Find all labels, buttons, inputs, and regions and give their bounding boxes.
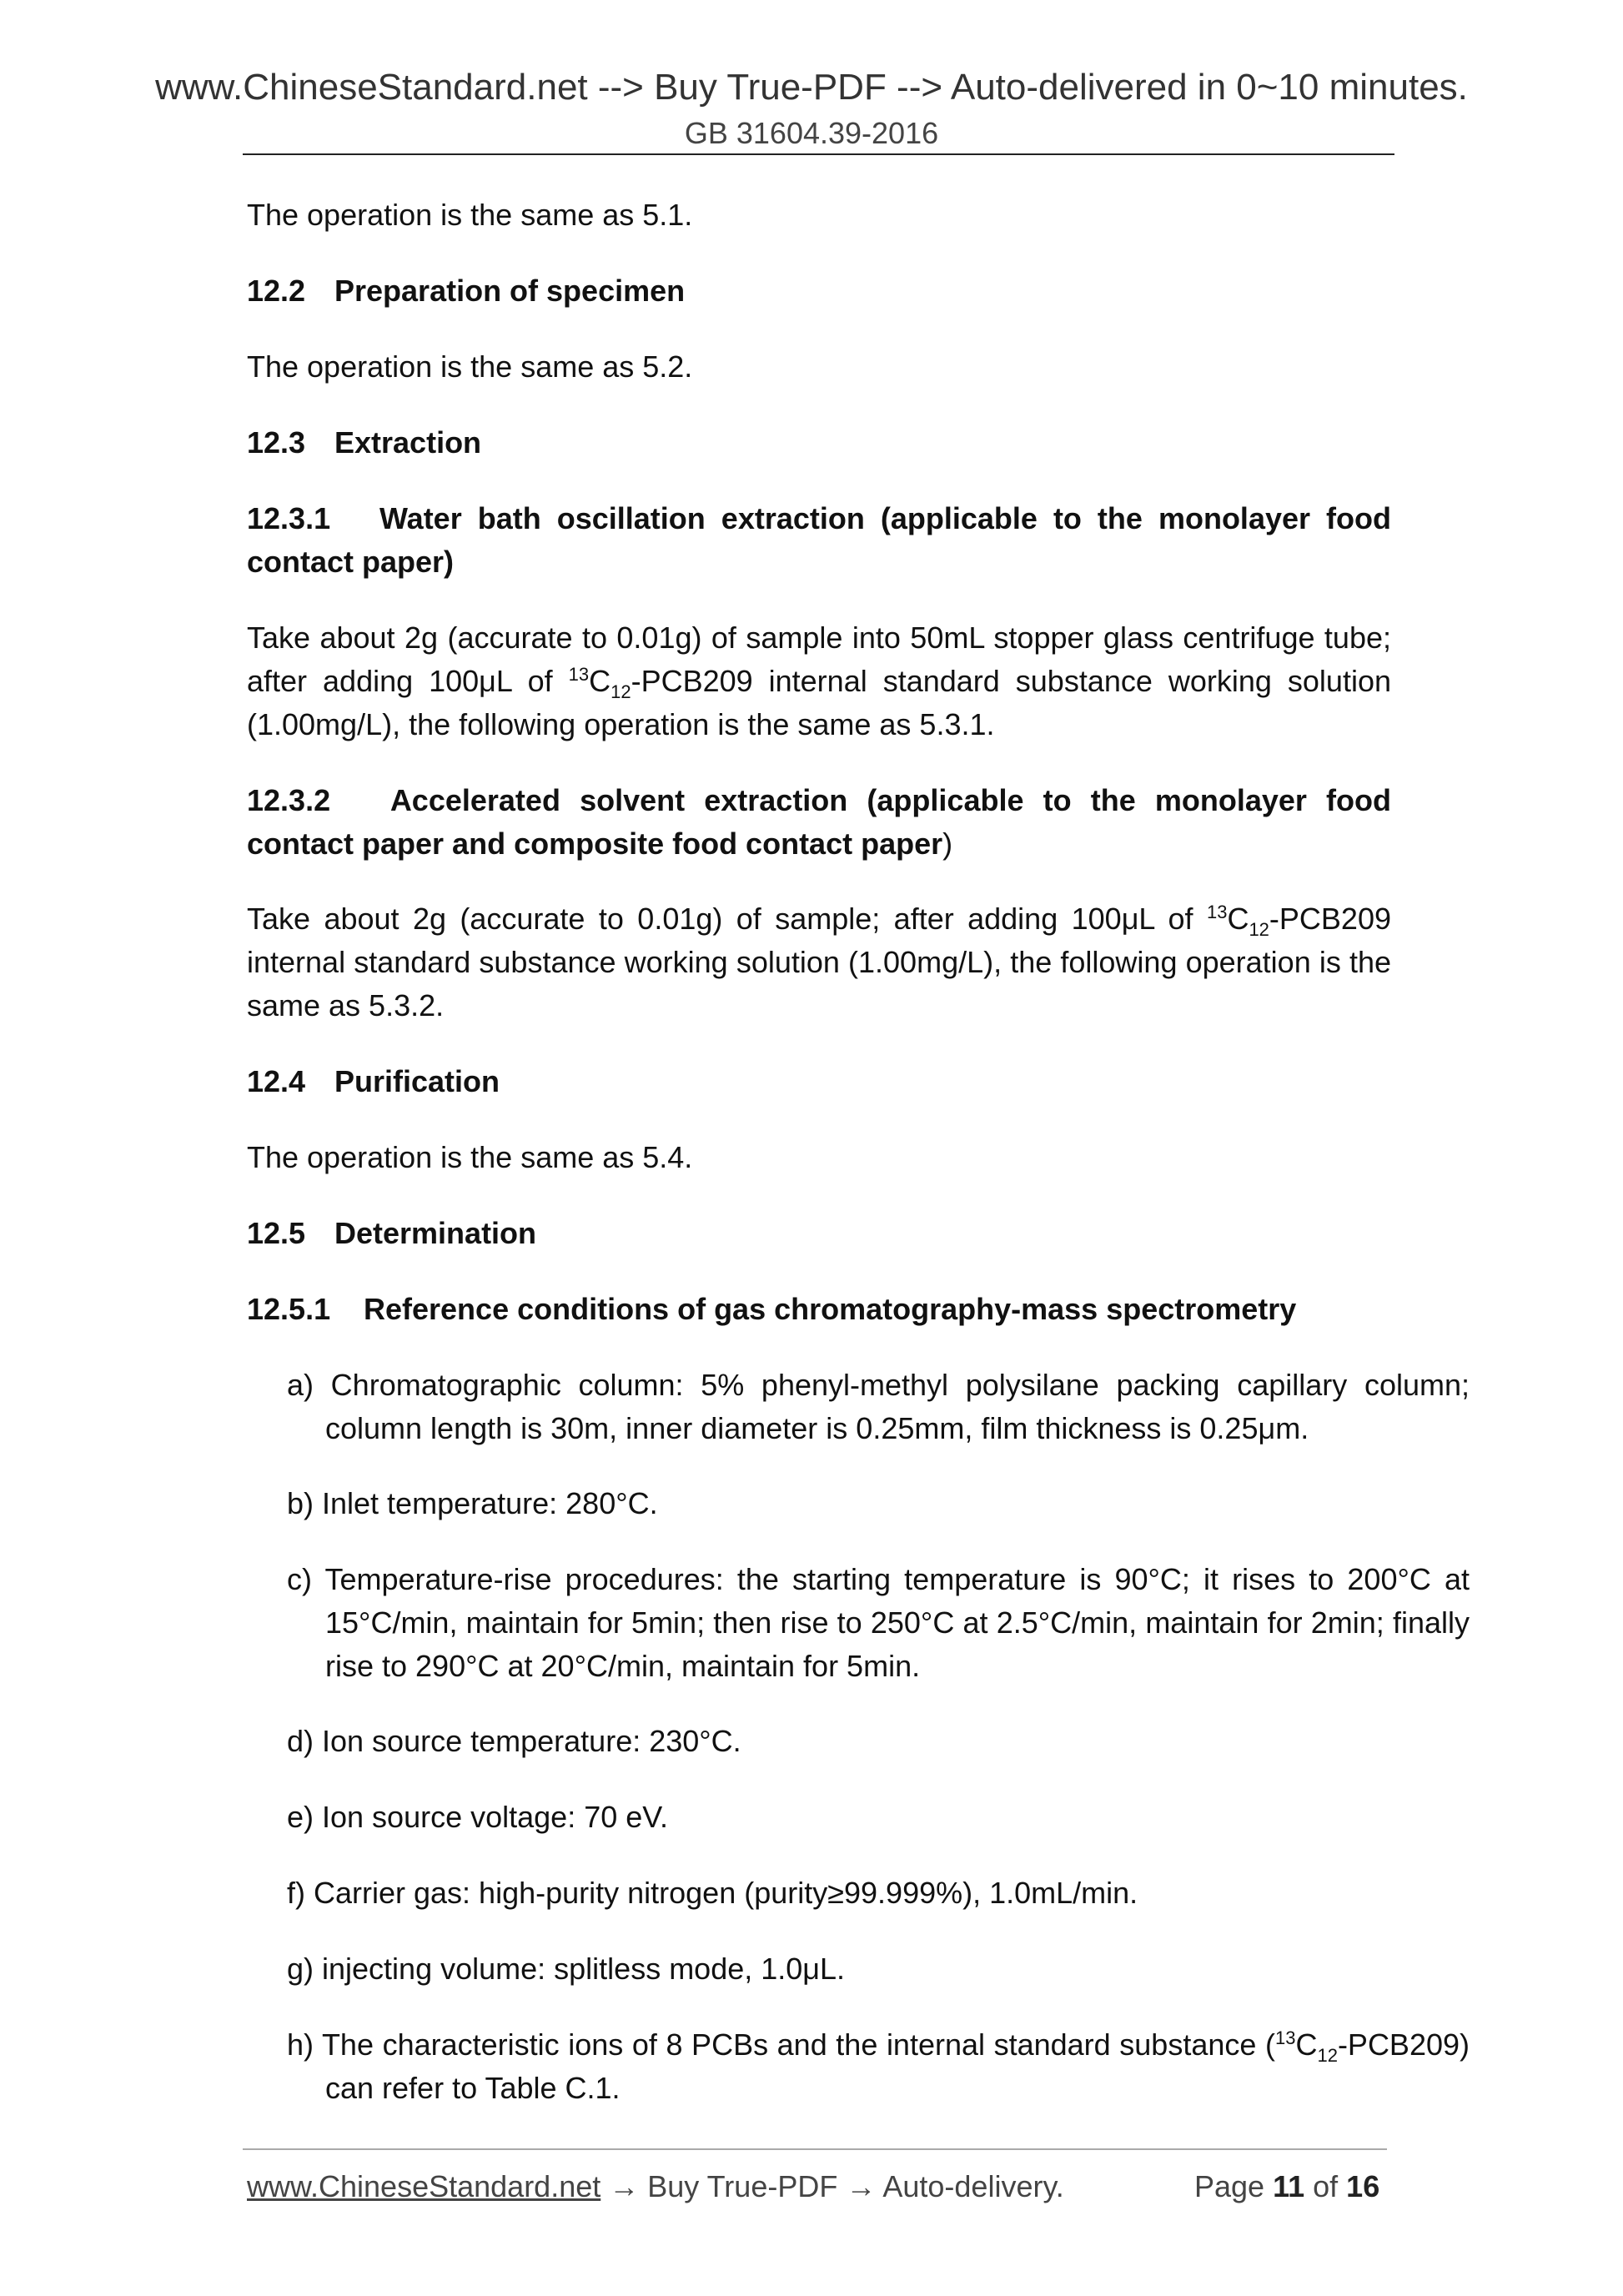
text-run: C xyxy=(1227,902,1249,936)
list-item-e: e) Ion source voltage: 70 eV. xyxy=(287,1800,668,1834)
section-heading-12-3-1 xyxy=(247,497,1391,584)
section-title: Purification xyxy=(334,1064,500,1098)
page-total: 16 xyxy=(1346,2169,1380,2203)
footer-site-link[interactable]: www.ChineseStandard.net xyxy=(247,2169,601,2203)
section-number: 12.5 xyxy=(247,1216,306,1250)
list-item-a: a) Chromatographic column: 5% phenyl-methyl polysilane packing capillary column; column length is 30m, inner diameter is 0.25mm, film thickness is 0.25μm. xyxy=(287,1368,1470,1445)
page-label: Page xyxy=(1194,2169,1274,2203)
section-title: Preparation of specimen xyxy=(334,274,686,308)
footer-delivery-text: Auto-delivery. xyxy=(882,2169,1064,2203)
section-number: 12.3 xyxy=(247,425,306,460)
paragraph-12-4: The operation is the same as 5.4. xyxy=(247,1140,693,1174)
section-number: 12.2 xyxy=(247,274,306,308)
section-heading-12-2 xyxy=(247,269,1391,313)
list-item-h xyxy=(247,2023,1470,2110)
superscript: 13 xyxy=(1274,2027,1296,2048)
section-number: 12.3.1 xyxy=(247,501,331,535)
list-item-g: g) injecting volume: splitless mode, 1.0μL. xyxy=(287,1952,846,1986)
header-rule xyxy=(243,153,1394,155)
page-number xyxy=(1194,2168,1379,2205)
superscript: 13 xyxy=(1206,902,1228,922)
section-title: Accelerated solvent extraction (applicable to the monolayer food contact paper and composite food contact paper xyxy=(247,783,1392,861)
section-heading-12-3 xyxy=(247,421,1391,465)
list-item-d: d) Ion source temperature: 230°C. xyxy=(287,1724,741,1758)
section-heading-12-5-1 xyxy=(247,1288,1391,1331)
text-run: h) The characteristic ions of 8 PCBs and the internal standard substance ( xyxy=(287,2027,1275,2062)
footer-rule xyxy=(243,2148,1387,2150)
header-banner: www.ChineseStandard.net --> Buy True-PDF --> Auto-delivered in 0~10 minutes. xyxy=(155,67,1468,108)
text-run: -PCB209 internal standard substance working solution (1.00mg/L), the following operation is the same as 5.3.1. xyxy=(247,664,1391,741)
list-item-c: c) Temperature-rise procedures: the starting temperature is 90°C; it rises to 200°C at 15°C/min, maintain for 5min; then rise to 250°C at 2.5°C/min, maintain for 2min; finally rise to 290°C at 20°C/min, maintain for 5min. xyxy=(287,1562,1470,1683)
paragraph-12-3-2 xyxy=(247,897,1391,1027)
section-title: Reference conditions of gas chromatography-mass spectrometry xyxy=(364,1292,1297,1326)
text-run: Take about 2g (accurate to 0.01g) of sample into 50mL stopper glass centrifuge tube; after adding 100μL of xyxy=(247,620,1391,698)
section-heading-12-5 xyxy=(247,1212,1391,1255)
text-run: C xyxy=(1295,2027,1318,2062)
section-title: Determination xyxy=(334,1216,537,1250)
page-current: 11 xyxy=(1273,2169,1305,2203)
section-number: 12.5.1 xyxy=(247,1292,331,1326)
text-run: C xyxy=(589,664,611,698)
closing-parenthesis: ) xyxy=(942,826,953,861)
superscript: 13 xyxy=(568,664,590,685)
section-heading-12-3-2 xyxy=(247,779,1391,866)
section-number: 12.4 xyxy=(247,1064,306,1098)
section-title: Extraction xyxy=(334,425,482,460)
section-number: 12.3.2 xyxy=(247,783,331,817)
list-item-b: b) Inlet temperature: 280°C. xyxy=(287,1486,658,1520)
subscript: 12 xyxy=(1249,919,1269,941)
text-run: -PCB209 internal standard substance working solution (1.00mg/L), the following operation is the same as 5.3.2. xyxy=(247,902,1391,1022)
list-item-f: f) Carrier gas: high-purity nitrogen (purity≥99.999%), 1.0mL/min. xyxy=(287,1876,1138,1910)
paragraph-intro: The operation is the same as 5.1. xyxy=(247,198,693,232)
footer-buy-text: Buy True-PDF xyxy=(647,2169,838,2203)
section-title: Water bath oscillation extraction (applicable to the monolayer food contact paper) xyxy=(247,501,1391,579)
footer-links xyxy=(247,2168,1064,2205)
subscript: 12 xyxy=(611,681,631,703)
section-heading-12-4 xyxy=(247,1060,1391,1103)
text-run: Take about 2g (accurate to 0.01g) of sample; after adding 100μL of xyxy=(247,902,1207,936)
header-standard-number: GB 31604.39-2016 xyxy=(684,116,939,150)
paragraph-12-2: The operation is the same as 5.2. xyxy=(247,349,693,384)
page-of: of xyxy=(1304,2169,1347,2203)
arrow-right-icon: → xyxy=(837,2169,883,2203)
subscript: 12 xyxy=(1317,2045,1338,2067)
arrow-right-icon: → xyxy=(600,2169,648,2203)
text-run: -PCB209) can refer to Table C.1. xyxy=(325,2027,1470,2105)
paragraph-12-3-1 xyxy=(247,616,1391,746)
